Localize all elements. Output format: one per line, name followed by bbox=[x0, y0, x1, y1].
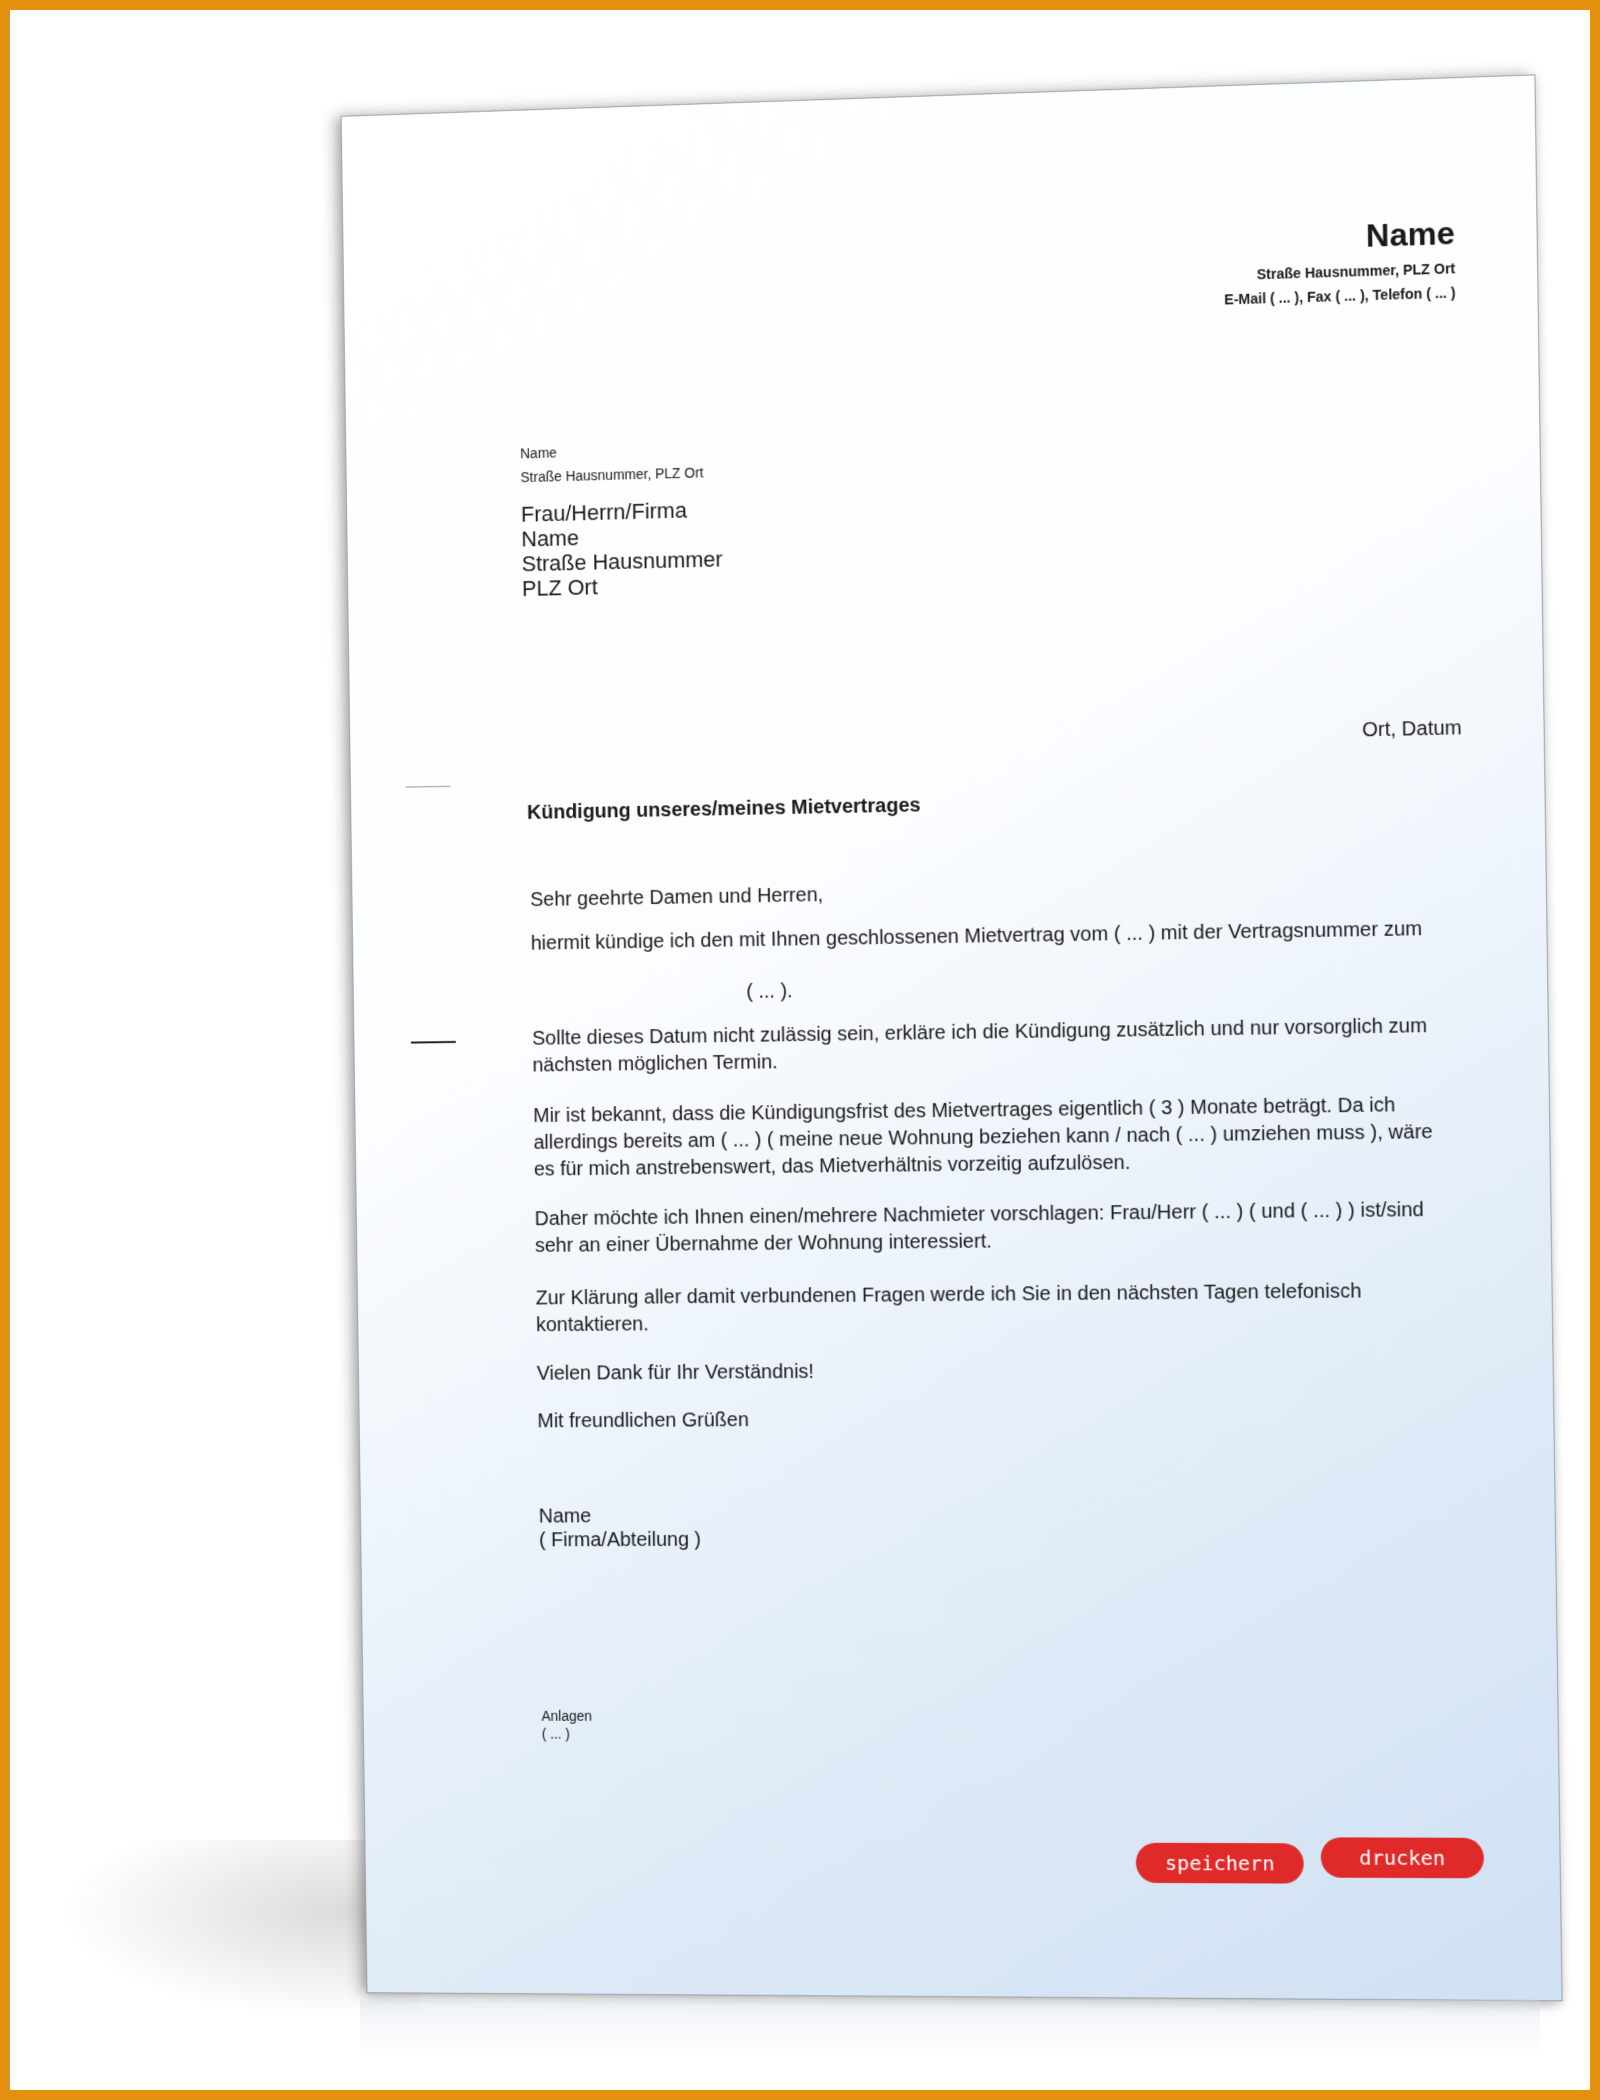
paragraph-6: Vielen Dank für Ihr Verständnis! bbox=[536, 1360, 815, 1385]
save-button[interactable]: speichern bbox=[1136, 1843, 1304, 1884]
fold-mark bbox=[405, 786, 450, 788]
closing: Mit freundlichen Grüßen bbox=[537, 1409, 750, 1433]
sender-address: Straße Hausnummer, PLZ Ort bbox=[1256, 260, 1456, 283]
return-name: Name bbox=[520, 444, 557, 462]
paragraph-1: hiermit kündige ich den mit Ihnen geschlossenen Mietvertrag vom ( ... ) mit der Vertragsnummer zum bbox=[530, 918, 1423, 955]
paragraph-4: Daher möchte ich Ihnen einen/mehrere Nachmieter vorschlagen: Frau/Herr ( ... ) ( und ( ... ) ) ist/sind sehr an einer Übernahme der Wohnung interessiert. bbox=[534, 1198, 1425, 1257]
letter-page bbox=[341, 74, 1563, 2001]
subject-line: Kündigung unseres/meines Mietvertrages bbox=[526, 794, 921, 824]
signature-name: Name bbox=[538, 1505, 592, 1528]
paragraph-3: Mir ist bekannt, dass die Kündigungsfrist des Mietvertrages eigentlich ( 3 ) Monate beträgt. Da ich allerdings bereits am ( ... ) ( meine neue Wohnung beziehen kann / nach ( ... ) umziehen muss ), wäre es für mich anstrebenswert, das Mietverhältnis vorzeitig aufzulösen. bbox=[533, 1094, 1433, 1181]
paragraph-2: Sollte dieses Datum nicht zulässig sein, erkläre ich die Kündigung zusätzlich und nur vorsorglich zum nächsten möglichen Termin. bbox=[532, 1014, 1428, 1077]
paragraph-5: Zur Klärung aller damit verbundenen Fragen werde ich Sie in den nächsten Tagen telefonisch kontaktieren. bbox=[535, 1280, 1362, 1337]
return-address: Straße Hausnummer, PLZ Ort bbox=[520, 464, 704, 486]
page-reflection bbox=[360, 2000, 1540, 2060]
attachments-label: Anlagen bbox=[541, 1707, 593, 1724]
sender-contact: E-Mail ( ... ), Fax ( ... ), Telefon ( ... ) bbox=[1224, 284, 1456, 308]
sender-name: Name bbox=[1365, 214, 1456, 254]
recipient-line-2: Name bbox=[521, 525, 580, 552]
attachments-value: ( ... ) bbox=[541, 1725, 571, 1742]
salutation: Sehr geehrte Damen und Herren, bbox=[530, 884, 824, 912]
punch-mark bbox=[411, 1041, 456, 1044]
place-date: Ort, Datum bbox=[1361, 717, 1462, 742]
paragraph-date-placeholder: ( ... ). bbox=[746, 980, 793, 1003]
recipient-line-3: Straße Hausnummer bbox=[521, 546, 723, 577]
signature-dept: ( Firma/Abteilung ) bbox=[538, 1528, 702, 1552]
recipient-line-4: PLZ Ort bbox=[521, 574, 598, 602]
recipient-line-1: Frau/Herrn/Firma bbox=[520, 497, 688, 527]
print-button[interactable]: drucken bbox=[1321, 1837, 1485, 1878]
